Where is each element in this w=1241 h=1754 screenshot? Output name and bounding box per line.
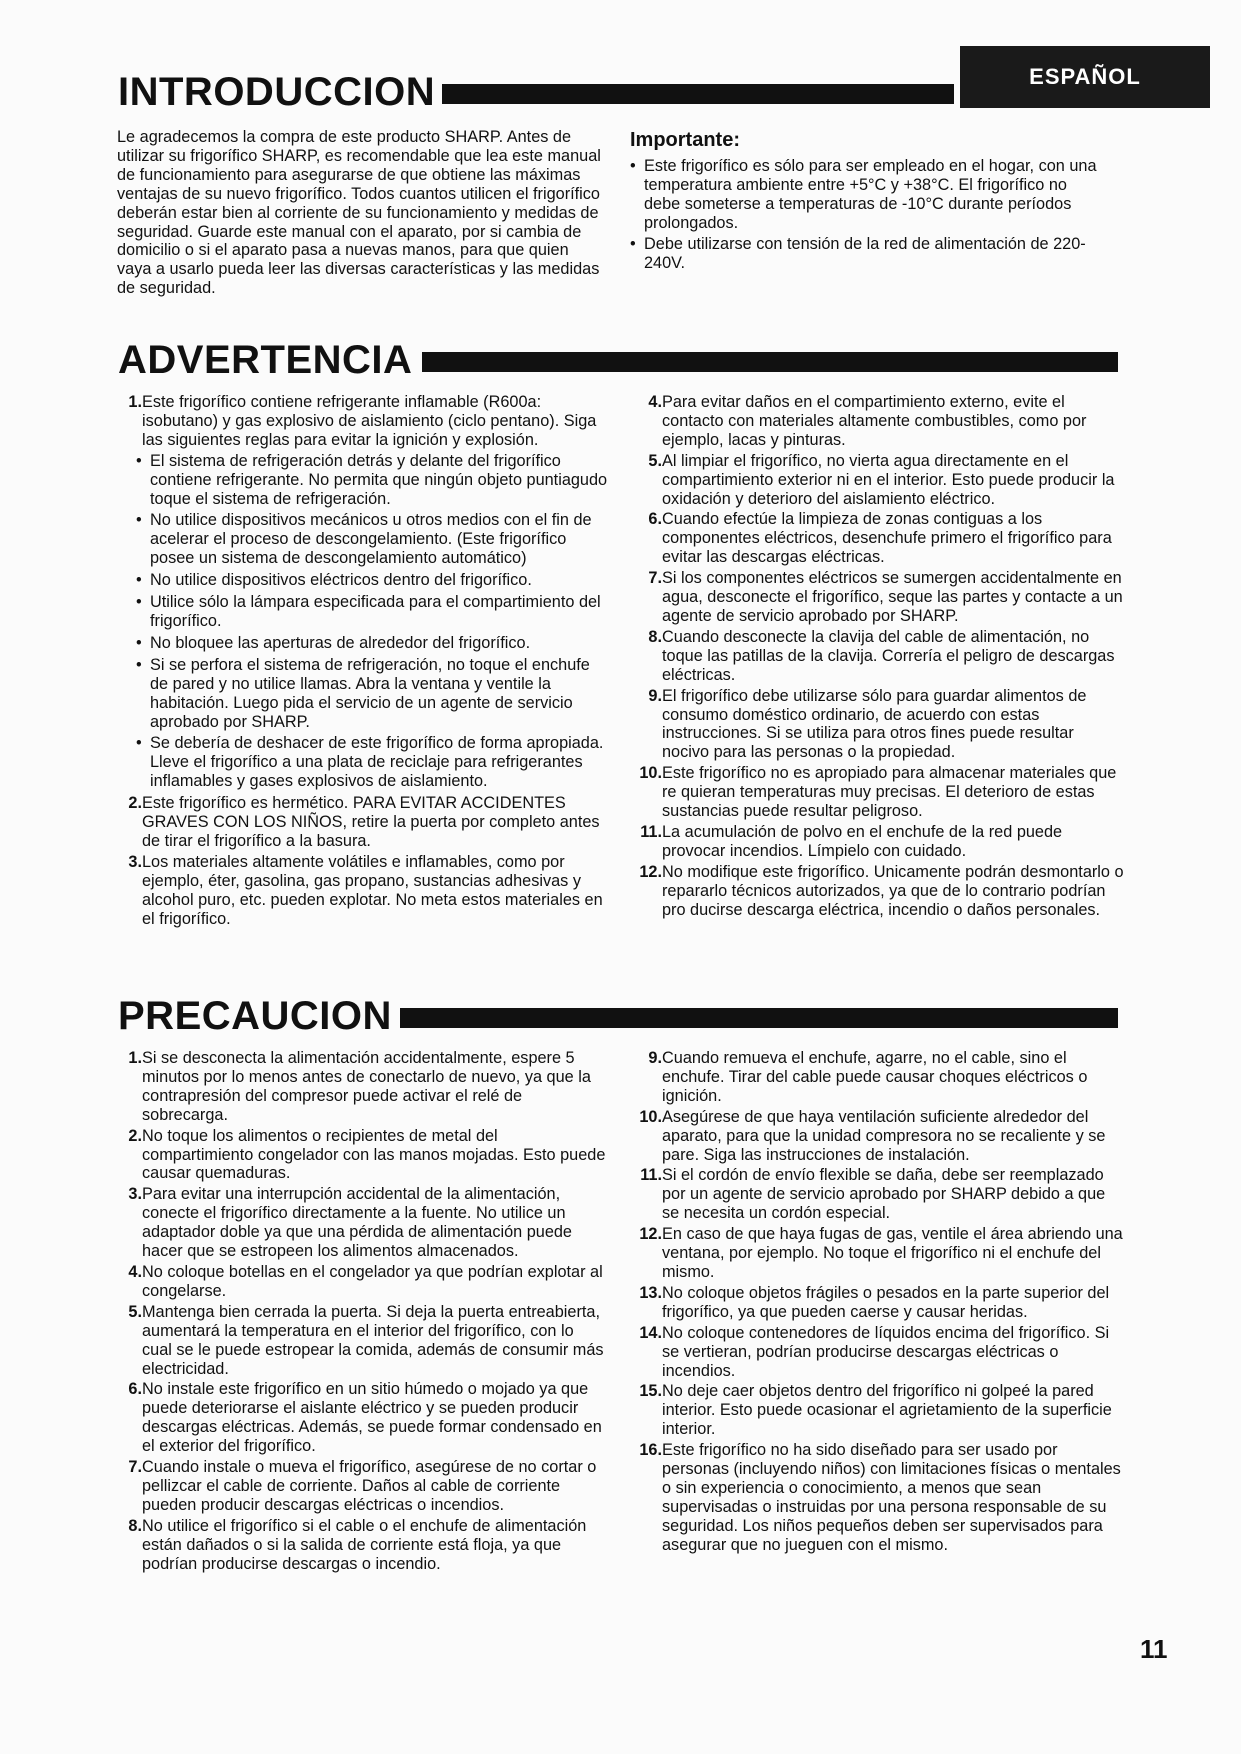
advertencia-heading: ADVERTENCIA — [118, 338, 413, 382]
advertencia-item: 8. Cuando desconecte la clavija del cable de alimentación, no toque las patillas de la clavija. Correría el peligro de descargas eléctricas. — [648, 627, 1115, 684]
precaucion-item: 9. Cuando remueva el enchufe, agarre, no el cable, sino el enchufe. Tirar del cable puede causar choques eléctricos o ignición. — [648, 1049, 1088, 1105]
advertencia-heading-rule — [422, 352, 1118, 372]
precaucion-heading: PRECAUCION — [118, 994, 392, 1038]
advertencia-item: 10. Este frigorífico no es apropiado para almacenar materiales que re quieran temperaturas muy precisas. El deterioro de estas sustancias puede resultar peligroso. — [639, 764, 1117, 821]
advertencia-item: 12. No modifique este frigorífico. Unicamente podrán desmontarlo o repararlo técnicos autorizados, ya que de lo contrario podrían pro ducirse descarga eléctrica, incendio o daños personales. — [639, 862, 1124, 919]
precaucion-item: 4. No coloque botellas en el congelador ya que podrían explotar al congelarse. — [128, 1262, 603, 1300]
intro-heading: INTRODUCCION — [118, 70, 436, 114]
advertencia-right-column — [634, 393, 1124, 921]
precaucion-item: 13. No coloque objetos frágiles o pesados en la parte superior del frigorífico, ya que pueden caerse y causar heridas. — [639, 1283, 1110, 1321]
advertencia-item: 7. Si los componentes eléctricos se sumergen accidentalmente en agua, desconecte el frigorífico, seque las partes y contacte a un agente de servicio aprobado por SHARP. — [648, 569, 1123, 625]
precaucion-left-column — [118, 1049, 608, 1575]
precaucion-item: 15. No deje caer objetos dentro del frigorífico ni golpeé la pared interior. Esto puede ocasionar el agrietamiento de la superficie interior. — [639, 1382, 1112, 1439]
precaucion-item: 16. Este frigorífico no ha sido diseñado para ser usado por personas (incluyendo niños) con limitaciones físicas o mentales o sin experiencia o conocimiento, a menos que sean supervisadas o instruidas por una persona responsable de su seguridad. Los niños pequeños deben ser supervisados para asegurar que no jueguen con el mismo. — [639, 1441, 1121, 1554]
advertencia-bullet: • El sistema de refrigeración detrás y delante del frigorífico contiene refrigerante. No permita que ningún objeto puntiagudo toque el sistema de refrigeración. — [136, 451, 608, 508]
important-title: Importante: — [630, 129, 740, 151]
intro-paragraph-column — [117, 128, 607, 298]
advertencia-bullet: • No utilice dispositivos mecánicos u otros medios con el fin de acelerar el proceso de descongelamiento. (Este frigorífico posee un sistema de descongelamiento automático) — [136, 511, 592, 568]
advertencia-item: 5. Al limpiar el frigorífico, no vierta agua directamente en el compartimiento exterior ni en el interior. Esto puede producir la oxidación y deterioro del aislamiento eléctrico. — [648, 451, 1115, 508]
advertencia-item: 1. Este frigorífico contiene refrigerante inflamable (R600a: isobutano) y gas explosivo de aislamiento (ciclo pentano). Siga las siguientes reglas para evitar la ignición y explosión. — [128, 393, 597, 449]
important-item: • Debe utilizarse con tensión de la red de alimentación de 220- 240V. — [630, 234, 1086, 272]
precaucion-item: 5. Mantenga bien cerrada la puerta. Si deja la puerta entreabierta, aumentará la temperatura en el interior del frigorífico, con lo cual se le puede estropear la comida, además de consumir más electricidad. — [128, 1302, 604, 1378]
advertencia-item: 6. Cuando efectúe la limpieza de zonas contiguas a los componentes eléctricos, desenchufe primero el frigorífico para evitar las descargas eléctricas. — [648, 510, 1112, 567]
language-tab: ESPAÑOL — [960, 46, 1210, 108]
precaucion-item: 12. En caso de que haya fugas de gas, ventile el área abriendo una ventana, por ejemplo. No toque el frigorífico ni el enchufe del mismo. — [639, 1225, 1123, 1281]
intro-paragraph: Le agradecemos la compra de este producto SHARP. Antes de utilizar su frigorífico SHARP, es recomendable que lea este manual de funcionamiento para asegurarse de que obtiene las máximas ventajas de su nuevo frigorífico. Todos cuantos utilicen el frigorífico deberán estar bien al corriente de su funcionamiento y medidas de seguridad. Guarde este manual con el aparato, por si cambia de domicilio o si el aparato pasa a nuevas manos, para que quien vaya a usarlo pueda leer las diversas características y las medidas de seguridad. — [117, 128, 601, 298]
precaucion-heading-rule — [400, 1008, 1118, 1028]
precaucion-item: 8. No utilice el frigorífico si el cable o el enchufe de alimentación están dañados o si la salida de corriente está floja, ya que podrían producirse descargas o incendio. — [128, 1516, 587, 1573]
precaucion-right-column — [634, 1049, 1124, 1557]
advertencia-item: 4. Para evitar daños en el compartimiento externo, evite el contacto con materiales altamente combustibles, como por ejemplo, lacas y pinturas. — [648, 393, 1087, 449]
important-item: • Este frigorífico es sólo para ser empleado en el hogar, con una temperatura ambiente entre +5°C y +38°C. El frigorífico no debe someterse a temperaturas de -10°C durante períodos prolongados. — [630, 157, 1097, 232]
advertencia-bullet: • Utilice sólo la lámpara especificada para el compartimiento del frigorífico. — [136, 593, 601, 630]
precaucion-item: 10. Asegúrese de que haya ventilación suficiente alrededor del aparato, para que la unidad compresora no se recaliente y se pare. Siga las instrucciones de instalación. — [639, 1107, 1106, 1164]
precaucion-item: 11. Si el cordón de envío flexible se daña, debe ser reemplazado por un agente de servicio aprobado por SHARP debido a que se necesita un cordón especial. — [640, 1166, 1106, 1223]
precaucion-item: 7. Cuando instale o mueva el frigorífico, asegúrese de no cortar o pellizcar el cable de corriente. Daños al cable de corriente pueden producir descargas eléctricas o incendios. — [128, 1458, 597, 1514]
advertencia-item: 9. El frigorífico debe utilizarse sólo para guardar alimentos de consumo doméstico ordinario, de acuerdo con estas instrucciones. Si se utiliza para otros fines puede resultar nocivo para las personas o la propiedad. — [648, 686, 1087, 762]
advertencia-bullet: • No utilice dispositivos eléctricos dentro del frigorífico. — [136, 571, 532, 590]
advertencia-item: 3. Los materiales altamente volátiles e inflamables, como por ejemplo, éter, gasolina, gas propano, sustancias adhesivas y alcohol puro, etc. pueden explotar. No meta estos materiales en el frigorífico. — [128, 852, 603, 928]
important-box — [630, 128, 1100, 274]
advertencia-item1-bullets — [118, 452, 608, 791]
precaucion-item: 6. No instale este frigorífico en un sitio húmedo o mojado ya que puede deteriorarse el aislante eléctrico y se pueden producir descargas eléctricas. Además, se puede formar condensado en el exterior del frigorífico. — [128, 1380, 602, 1456]
precaucion-item: 3. Para evitar una interrupción accidental de la alimentación, conecte el frigorífico directamente a la fuente. No utilice un adaptador doble ya que una pérdida de alimentación puede hacer que se estropeen los alimentos almacenados. — [128, 1185, 572, 1261]
precaucion-item: 2. No toque los alimentos o recipientes de metal del compartimiento congelador con las manos mojadas. Esto puede causar quemaduras. — [128, 1126, 606, 1183]
precaucion-item: 14. No coloque contenedores de líquidos encima del frigorífico. Si se vertieran, podrían producirse descargas eléctricas o incendios. — [639, 1323, 1110, 1380]
advertencia-bullet: • No bloquee las aperturas de alrededor del frigorífico. — [136, 633, 531, 652]
page-number: 11 — [1140, 1634, 1168, 1664]
intro-heading-rule — [442, 84, 954, 104]
advertencia-left-column — [118, 393, 608, 930]
advertencia-bullet: • Se debería de deshacer de este frigorífico de forma apropiada. Lleve el frigorífico a una plata de reciclaje para refrigerantes inflamables y gases explosivos de aislamiento. — [136, 734, 604, 791]
precaucion-item: 1. Si se desconecta la alimentación accidentalmente, espere 5 minutos por lo menos antes de conectarlo de nuevo, ya que la contrapresión del compresor puede activar el relé de sobrecarga. — [128, 1049, 591, 1124]
advertencia-item: 2. Este frigorífico es hermético. PARA EVITAR ACCIDENTES GRAVES CON LOS NIÑOS, retire la puerta por completo antes de tirar el frigorífico a la basura. — [128, 794, 600, 850]
advertencia-bullet: • Si se perfora el sistema de refrigeración, no toque el enchufe de pared y no utilice llamas. Abra la ventana y ventile la habitación. Luego pida el servicio de un agente de servicio aprobado por SHARP. — [136, 655, 590, 731]
advertencia-item: 11. La acumulación de polvo en el enchufe de la red puede provocar incendios. Límpielo con cuidado. — [640, 822, 1063, 860]
